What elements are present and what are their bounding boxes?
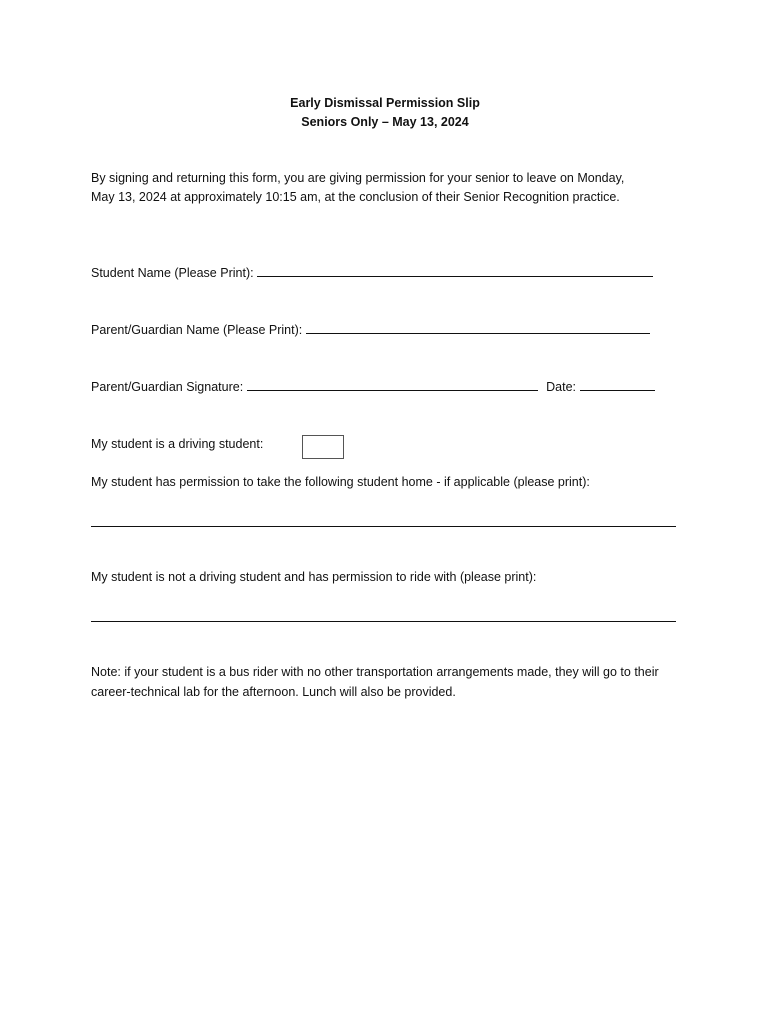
student-name-label: Student Name (Please Print): (91, 266, 254, 280)
take-student-row (91, 473, 590, 492)
ride-with-label: My student is not a driving student and has permission to ride with (please print): (91, 570, 537, 584)
signature-row (91, 378, 655, 397)
date-label: Date: (546, 380, 577, 394)
title-line-1: Early Dismissal Permission Slip (290, 96, 480, 110)
parent-name-label: Parent/Guardian Name (Please Print): (91, 323, 303, 337)
signature-label: Parent/Guardian Signature: (91, 380, 244, 394)
take-student-field[interactable] (91, 526, 676, 527)
driving-student-checkbox[interactable] (302, 435, 344, 459)
parent-name-field[interactable] (306, 321, 650, 334)
driving-student-row (91, 435, 263, 454)
ride-with-row (91, 568, 536, 587)
signature-field[interactable] (247, 378, 538, 391)
ride-with-field[interactable] (91, 621, 676, 622)
parent-name-row (91, 321, 650, 340)
document-title (0, 94, 770, 132)
date-field[interactable] (580, 378, 655, 391)
student-name-field[interactable] (257, 264, 653, 277)
title-line-2: Seniors Only – May 13, 2024 (301, 115, 469, 129)
note-paragraph: Note: if your student is a bus rider with no other transportation arrangements made, they will go to their career-technical lab for the afternoon. Lunch will also be provided. (91, 665, 659, 699)
take-student-label: My student has permission to take the following student home - if applicable (please print): (91, 475, 590, 489)
intro-paragraph: By signing and returning this form, you are giving permission for your senior to leave on Monday, May 13, 2024 at approximately 10:15 am, at the conclusion of their Senior Recognition practice. (91, 171, 625, 204)
student-name-row (91, 264, 653, 283)
driving-student-label: My student is a driving student: (91, 437, 264, 451)
